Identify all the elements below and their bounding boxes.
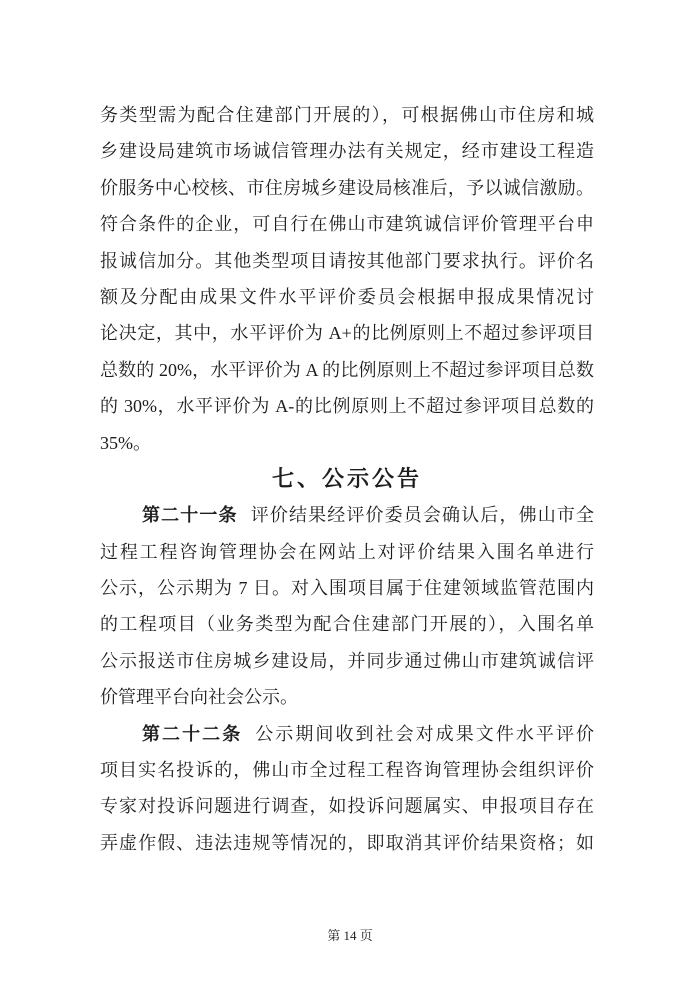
article-21-lead-line [100,497,594,533]
body-line: 总数的 20%，水平评价为 A 的比例原则上不超过参评项目总数 [100,359,594,380]
body-line: 的工程项目（业务类型为配合住建部门开展的），入围名单 [100,614,594,635]
body-line: 专家对投诉问题进行调查，如投诉问题属实、申报项目存在 [100,796,594,817]
body-line: 价服务中心校核、市住房城乡建设局核准后，予以诚信激励。 [100,177,594,198]
body-line: 35%。 [100,432,151,453]
body-line: 额及分配由成果文件水平评价委员会根据申报成果情况讨 [100,286,594,307]
document-body [100,97,594,861]
body-line: 过程工程咨询管理协会在网站上对评价结果入围名单进行 [100,541,594,562]
page-footer [0,928,700,944]
body-line: 报诚信加分。其他类型项目请按其他部门要求执行。评价名 [100,250,594,271]
body-line: 项目实名投诉的，佛山市全过程工程咨询管理协会组织评价 [100,760,594,781]
article-21-lead-text: 评价结果经评价委员会确认后，佛山市全 [250,505,594,526]
body-line: 的 30%，水平评价为 A-的比例原则上不超过参评项目总数的 [100,396,594,417]
body-line: 价管理平台向社会公示。 [100,687,298,708]
body-line: 务类型需为配合住建部门开展的），可根据佛山市住房和城 [100,105,594,125]
body-line: 乡建设局建筑市场诚信管理办法有关规定，经市建设工程造 [100,141,594,162]
section-heading: 七、公示公告 [271,465,422,491]
article-21-number: 第二十一条 [142,505,238,526]
article-22-lead-line [100,716,594,752]
article-22-number: 第二十二条 [142,723,243,744]
article-22-lead-text: 公示期间收到社会对成果文件水平评价 [255,723,594,744]
body-line: 公示，公示期为 7 日。对入围项目属于住建领域监管范围内 [100,578,594,599]
body-line: 公示报送市住房城乡建设局，并同步通过佛山市建筑诚信评 [100,650,594,671]
page-number: 第 14 页 [327,928,373,943]
body-line: 弄虚作假、违法违规等情况的，即取消其评价结果资格；如 [100,832,594,853]
body-line: 论决定，其中，水平评价为 A+的比例原则上不超过参评项目 [100,323,594,344]
body-line: 符合条件的企业，可自行在佛山市建筑诚信评价管理平台申 [100,214,594,235]
